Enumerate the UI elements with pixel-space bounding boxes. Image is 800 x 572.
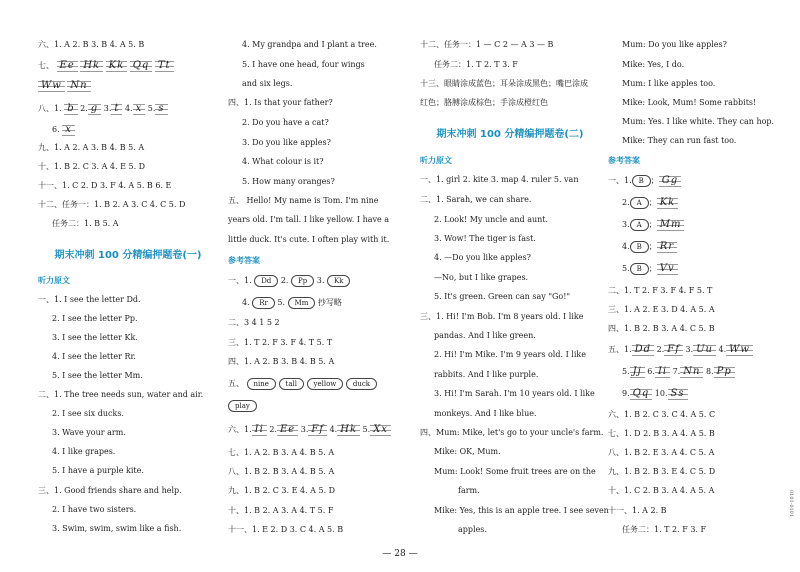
column-4 xyxy=(608,0,783,572)
script-line: Mike: They can run fast too. xyxy=(622,136,737,145)
answer-line: 六、1. Ii 2. Ee 3. Ff 4. Hk 5. Xx xyxy=(228,424,391,436)
script-line: 3. I see the letter Kk. xyxy=(52,333,138,342)
handwriting: Xx xyxy=(370,424,391,436)
circled-answer: yellow xyxy=(307,378,344,390)
handwriting: Kk xyxy=(657,197,679,209)
answer-line: 十、1. B 2. C 3. A 4. E 5. D xyxy=(38,162,146,171)
answer-line xyxy=(38,80,91,92)
answer-line: 4. Rr 5. Mm 抄写略 xyxy=(242,298,342,307)
answer-line: 九、1. A 2. A 3. B 4. B 5. A xyxy=(38,143,145,152)
handwriting: Vv xyxy=(657,263,678,275)
answer-line: 四、1. B 2. B 3. A 4. C 5. B xyxy=(608,324,715,333)
script-line: 一、1. girl 2. kite 3. map 4. ruler 5. van xyxy=(420,175,579,184)
script-line: 二、1. Sarah, we can share. xyxy=(420,195,532,204)
answer-line: 4. B ； Rr xyxy=(608,241,677,253)
script-line: 4. —Do you like apples? xyxy=(434,253,531,262)
answer-line: 五、1. Dd 2. Ff 3. Uu 4. Ww xyxy=(608,344,753,356)
answer-line: 八、1. B 2. E 3. A 4. C 5. A xyxy=(608,448,715,457)
answer-line: 九、1. B 2. C 3. E 4. A 5. D xyxy=(228,486,336,495)
side-code: 0101·0101 xyxy=(788,490,794,518)
script-line: 2. Do you have a cat? xyxy=(242,118,329,127)
script-line: Mike: Yes, I do. xyxy=(622,60,685,69)
answer-line: 任务二：1. T 2. F 3. F xyxy=(622,525,707,534)
script-line: 2. I see six ducks. xyxy=(52,409,124,418)
answer-line: 十、1. C 2. B 3. A 4. A 5. A xyxy=(608,486,715,495)
answer-line: 十二、任务一：1. B 2. A 3. C 4. C 5. D xyxy=(38,200,186,209)
script-line: little duck. It's cute. I often play with it. xyxy=(228,235,390,244)
handwriting: Ii xyxy=(655,366,670,378)
circled-answer: B xyxy=(630,241,649,253)
answer-line: 十三、眼睛涂成蓝色；耳朵涂成黑色；嘴巴涂成 xyxy=(420,79,588,88)
script-line: 四、Mum: Mike, let's go to your uncle's farm. xyxy=(420,428,604,437)
handwriting: Mm xyxy=(657,219,685,231)
answer-line: 十一、1. A 2. B xyxy=(608,506,667,515)
handwriting: Ss xyxy=(668,388,688,400)
answer-line: 八、1. B 2. B 3. A 4. B 5. A xyxy=(228,467,335,476)
answer-line: 任务二：1. B 5. A xyxy=(52,219,119,228)
script-line: monkeys. And I like blue. xyxy=(434,409,537,418)
circled-answer: A xyxy=(630,219,649,231)
handwriting: Qq xyxy=(130,60,153,72)
script-line: Mike: Yes, this is an apple tree. I see seven xyxy=(434,506,609,515)
handwriting: Ww xyxy=(38,80,65,92)
handwriting: Tt xyxy=(155,60,174,72)
handwriting: Hk xyxy=(337,424,360,436)
answer-line: 七、1. D 2. B 3. A 4. A 5. B xyxy=(608,429,715,438)
script-line: 3. Wow! The tiger is fast. xyxy=(434,234,536,243)
handwriting: Pp xyxy=(714,366,735,378)
handwriting: Dd xyxy=(632,344,654,356)
answer-line: 三、1. A 2. E 3. D 4. A 5. A xyxy=(608,305,715,314)
column-3 xyxy=(420,0,609,572)
section-title: 期末冲刺 100 分精编押题卷(一) xyxy=(54,250,202,261)
script-line: Mum: I like apples too. xyxy=(622,79,716,88)
circled-answer: Mm xyxy=(288,297,316,309)
circled-answer: play xyxy=(228,400,257,412)
handwriting: Ff xyxy=(308,424,327,436)
circled-answer: Rr xyxy=(252,297,275,309)
answer-line: 七、 Ee Hk Kk Qq Tt xyxy=(38,60,174,72)
column-1 xyxy=(38,0,223,572)
answer-line: 9. Qq 10. Ss xyxy=(608,388,688,400)
circled-answer: Dd xyxy=(254,275,278,287)
answer-line xyxy=(228,400,257,412)
handwriting: x xyxy=(62,124,75,136)
handwriting: b xyxy=(64,103,77,115)
script-line: 五、 Hello! My name is Tom. I'm nine xyxy=(228,196,379,205)
answer-line: 二、3 4 1 5 2 xyxy=(228,318,280,327)
answer-line: 八、1. b 2. g 3. t 4. x 5. s xyxy=(38,103,168,115)
handwriting: Ee xyxy=(57,60,78,72)
script-line: 2. I have two sisters. xyxy=(52,505,137,514)
answer-line: 十二、任务一：1 — C 2 — A 3 — B xyxy=(420,40,554,49)
handwriting: Rr xyxy=(657,241,677,253)
answer-line: 二、1. T 2. F 3. F 4. F 5. T xyxy=(608,286,713,295)
script-line: 5. I have a purple kite. xyxy=(52,466,144,475)
answer-line: 五、 nine tall yellow duck xyxy=(228,378,377,390)
script-line: 3. Swim, swim, swim like a fish. xyxy=(52,524,182,533)
handwriting: Hk xyxy=(80,60,103,72)
answer-line: 四、1. A 2. B 3. B 4. B 5. A xyxy=(228,357,335,366)
answer-line: 一、1. Dd 2. Pp 3. Kk xyxy=(228,275,350,287)
handwriting: Ww xyxy=(726,344,753,356)
handwriting: Ff xyxy=(664,344,683,356)
answer-line: 6. x xyxy=(38,124,75,136)
script-line: 三、1. Hi! I'm Bob. I'm 8 years old. I like xyxy=(420,312,584,321)
subheading: 听力原文 xyxy=(38,276,70,285)
subheading: 参考答案 xyxy=(608,156,640,165)
subheading: 听力原文 xyxy=(420,156,452,165)
answer-line: 三、1. T 2. F 3. F 4. T 5. T xyxy=(228,338,333,347)
answer-line: 红色；胳膊涂成棕色；手涂成橙红色 xyxy=(420,98,548,107)
section-title: 期末冲刺 100 分精编押题卷(二) xyxy=(436,129,584,140)
script-line: 3. Hi! I'm Sarah. I'm 10 years old. I like xyxy=(434,389,595,398)
script-line: Mike: Look, Mum! Some rabbits! xyxy=(622,98,757,107)
handwriting: s xyxy=(155,103,167,115)
script-line: 4. My grandpa and I plant a tree. xyxy=(242,40,377,49)
script-line: 5. It's green. Green can say "Go!" xyxy=(434,292,571,301)
circled-answer: nine xyxy=(247,378,276,390)
answer-line: 六、1. A 2. B 3. B 4. A 5. B xyxy=(38,40,145,49)
script-line: 四、1. Is that your father? xyxy=(228,98,333,107)
subheading: 参考答案 xyxy=(228,256,260,265)
circled-answer: duck xyxy=(346,378,377,390)
answer-line: 六、1. B 2. C 3. C 4. A 5. C xyxy=(608,410,716,419)
column-2 xyxy=(228,0,413,572)
circled-answer: tall xyxy=(279,378,304,390)
answer-line: 十一、1. C 2. D 3. F 4. A 5. B 6. E xyxy=(38,181,172,190)
answer-line: 十、1. B 2. A 3. A 4. T 5. F xyxy=(228,506,334,515)
script-line: 一、1. I see the letter Dd. xyxy=(38,295,141,304)
answer-line: 任务二：1. T 2. T 3. F xyxy=(434,60,518,69)
circled-answer: Pp xyxy=(291,275,314,287)
circled-answer: B xyxy=(632,175,651,187)
script-line: 2. I see the letter Pp. xyxy=(52,314,138,323)
script-line: 4. I like grapes. xyxy=(52,447,116,456)
script-line: 5. I have one head, four wings xyxy=(242,60,365,69)
page-number: — 28 — xyxy=(382,549,418,559)
answer-line: 5. Jj 6. Ii 7. Nn 8. Pp xyxy=(608,366,735,378)
handwriting: Ee xyxy=(277,424,298,436)
script-line: 5. I see the letter Mm. xyxy=(52,371,143,380)
script-line: Mike: OK, Mum. xyxy=(434,447,501,456)
handwriting: Nn xyxy=(67,80,90,92)
script-line: 2. Look! My uncle and aunt. xyxy=(434,215,549,224)
script-line: 2. Hi! I'm Mike. I'm 9 years old. I like xyxy=(434,350,586,359)
script-line: rabbits. And I like purple. xyxy=(434,370,539,379)
handwriting: Nn xyxy=(680,366,703,378)
script-line: Mum: Look! Some fruit trees are on the xyxy=(434,467,596,476)
handwriting: x xyxy=(133,103,146,115)
answer-line: 七、1. A 2. B 3. A 4. B 5. A xyxy=(228,448,335,457)
handwriting: Kk xyxy=(106,60,128,72)
answer-line: 一、1. B ； Gg xyxy=(608,175,681,187)
script-line: Mum: Yes. I like white. They can hop. xyxy=(622,117,775,126)
handwriting: Ii xyxy=(252,424,267,436)
handwriting: g xyxy=(88,103,101,115)
answer-line: 九、1. B 2. B 3. E 4. C 5. D xyxy=(608,467,716,476)
script-line: 三、1. Good friends share and help. xyxy=(38,486,182,495)
script-line: pandas. And I like green. xyxy=(434,331,536,340)
script-line: 二、1. The tree needs sun, water and air. xyxy=(38,390,204,399)
answer-line: 3. A ； Mm xyxy=(608,219,684,231)
circled-answer: A xyxy=(630,197,649,209)
script-line: years old. I'm tall. I like yellow. I have a xyxy=(228,215,390,224)
script-line: 4. What colour is it? xyxy=(242,157,324,166)
script-line: and six legs. xyxy=(242,79,293,88)
script-line: —No, but I like grapes. xyxy=(434,273,529,282)
answer-line: 5. B ； Vv xyxy=(608,263,678,275)
handwriting: Qq xyxy=(630,388,653,400)
answer-line: 十一、1. E 2. D 3. C 4. A 5. B xyxy=(228,525,344,534)
handwriting: Gg xyxy=(659,175,681,187)
script-line: Mum: Do you like apples? xyxy=(622,40,727,49)
circled-answer: Kk xyxy=(327,275,350,287)
handwriting: Jj xyxy=(630,366,645,378)
answer-line: 2. A ； Kk xyxy=(608,197,678,209)
script-line: 3. Wave your arm. xyxy=(52,428,126,437)
handwriting: Uu xyxy=(693,344,716,356)
script-line: apples. xyxy=(458,525,487,534)
handwriting: t xyxy=(111,103,122,115)
script-line: farm. xyxy=(458,486,480,495)
script-line: 4. I see the letter Rr. xyxy=(52,352,136,361)
circled-answer: B xyxy=(630,263,649,275)
script-line: 5. How many oranges? xyxy=(242,177,335,186)
script-line: 3. Do you like apples? xyxy=(242,138,331,147)
